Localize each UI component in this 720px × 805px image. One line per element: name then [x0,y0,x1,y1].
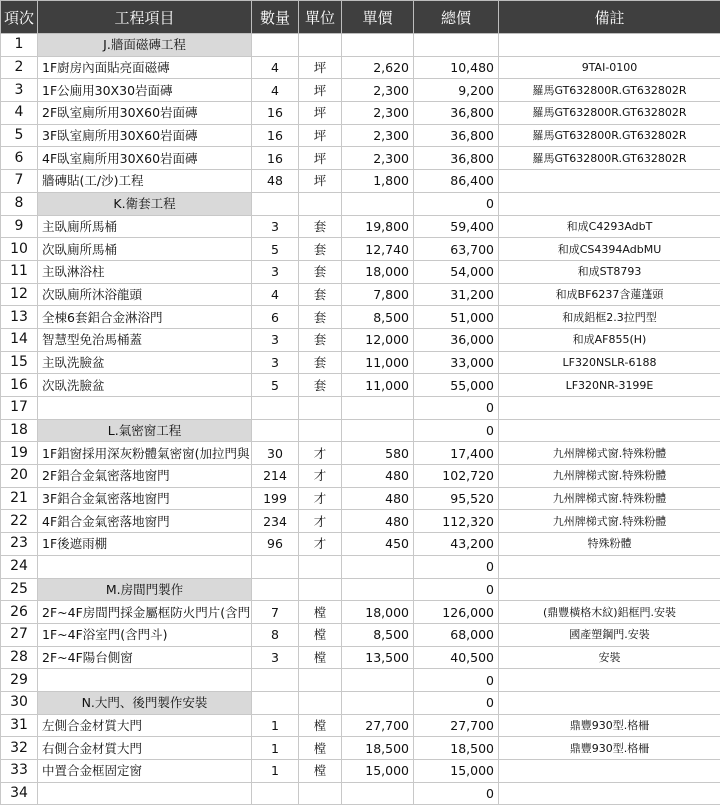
cell-unit-price: 27,700 [342,714,414,737]
cell-unit-price: 2,300 [342,102,414,125]
cell-quantity: 1 [252,737,299,760]
table-row [1,283,720,306]
cell-total-price: 63,700 [414,238,499,261]
cell-unit-price [342,34,414,57]
cell-item-name: 1F公廁用30X30岩面磚 [38,79,252,102]
cell-quantity: 3 [252,351,299,374]
cell-unit: 坪 [299,79,342,102]
table-row [1,737,720,760]
cell-total-price: 86,400 [414,170,499,193]
cell-item-no: 29 [1,669,38,692]
cell-remarks [499,669,720,692]
cell-unit [299,782,342,805]
cell-remarks [499,578,720,601]
cell-remarks [499,34,720,57]
cell-item-name: 3F臥室廁所用30X60岩面磚 [38,124,252,147]
cell-item-no: 20 [1,465,38,488]
cell-item-name: 4F臥室廁所用30X60岩面磚 [38,147,252,170]
cell-unit-price: 1,800 [342,170,414,193]
cell-quantity: 4 [252,56,299,79]
cell-remarks: 9TAI-0100 [499,56,720,79]
cell-item-no: 27 [1,623,38,646]
cell-unit-price: 11,000 [342,374,414,397]
cell-remarks: 九州牌梯式窗.特殊粉體 [499,510,720,533]
cell-unit [299,691,342,714]
cell-remarks: 鼎豐930型.格柵 [499,737,720,760]
cell-unit-price: 18,000 [342,260,414,283]
cell-unit [299,419,342,442]
cell-total-price: 9,200 [414,79,499,102]
table-row [1,533,720,556]
cell-item-no: 19 [1,442,38,465]
cell-unit [299,192,342,215]
cell-item-name: 2F鋁合金氣密落地窗門 [38,465,252,488]
table-row [1,238,720,261]
cell-item-no: 3 [1,79,38,102]
cell-item-name: 4F鋁合金氣密落地窗門 [38,510,252,533]
section-row [1,578,720,601]
cell-quantity: 214 [252,465,299,488]
table-row [1,760,720,783]
section-row [1,691,720,714]
cell-item-no: 7 [1,170,38,193]
cell-item-name: 1F後遮雨棚 [38,533,252,556]
cell-unit-price: 15,000 [342,760,414,783]
cell-quantity: 5 [252,238,299,261]
cell-total-price: 36,000 [414,328,499,351]
table-row [1,646,720,669]
cell-unit-price: 12,740 [342,238,414,261]
cell-total-price: 102,720 [414,465,499,488]
cell-item-no: 18 [1,419,38,442]
cell-unit: 套 [299,238,342,261]
cell-item-no: 25 [1,578,38,601]
table-row [1,328,720,351]
cell-remarks [499,555,720,578]
cell-quantity: 4 [252,79,299,102]
table-row [1,510,720,533]
cell-unit: 套 [299,260,342,283]
cell-item-no: 17 [1,397,38,420]
table-row [1,124,720,147]
cell-item-name [38,397,252,420]
cell-unit: 套 [299,215,342,238]
cell-item-name: 2F臥室廁所用30X60岩面磚 [38,102,252,125]
cell-item-name: 智慧型免治馬桶蓋 [38,328,252,351]
cell-item-name: 次臥洗臉盆 [38,374,252,397]
cell-item-no: 14 [1,328,38,351]
cell-remarks: LF320NSLR-6188 [499,351,720,374]
cell-total-price: 36,800 [414,124,499,147]
cell-quantity: 96 [252,533,299,556]
cell-total-price: 0 [414,397,499,420]
cell-quantity: 48 [252,170,299,193]
cell-item-no: 4 [1,102,38,125]
table-row [1,351,720,374]
table-row [1,669,720,692]
cell-unit: 套 [299,351,342,374]
table-row [1,260,720,283]
cell-unit-price [342,782,414,805]
cell-total-price: 68,000 [414,623,499,646]
cell-total-price: 27,700 [414,714,499,737]
table-row [1,555,720,578]
section-title: N.大門、後門製作安裝 [38,691,252,714]
cell-quantity: 6 [252,306,299,329]
cell-item-no: 24 [1,555,38,578]
cell-remarks: 和成C4293AdbT [499,215,720,238]
section-row [1,34,720,57]
cell-quantity [252,555,299,578]
cell-quantity [252,691,299,714]
cell-unit-price: 13,500 [342,646,414,669]
table-row [1,147,720,170]
table-row [1,56,720,79]
table-row [1,714,720,737]
cell-quantity: 234 [252,510,299,533]
table-row [1,170,720,193]
cell-quantity [252,419,299,442]
cell-item-no: 34 [1,782,38,805]
cell-unit-price [342,192,414,215]
cell-item-name: 2F~4F陽台側窗 [38,646,252,669]
section-title: M.房間門製作 [38,578,252,601]
cell-remarks: 九州牌梯式窗.特殊粉體 [499,442,720,465]
cell-unit: 才 [299,487,342,510]
cell-item-no: 23 [1,533,38,556]
cell-quantity: 199 [252,487,299,510]
cell-remarks: 和成ST8793 [499,260,720,283]
cell-item-name: 2F~4F房間門採金屬框防火門片(含門 [38,601,252,624]
cell-unit: 樘 [299,623,342,646]
cell-remarks: 安裝 [499,646,720,669]
cell-remarks: 羅馬GT632800R.GT632802R [499,79,720,102]
cell-unit: 樘 [299,601,342,624]
cell-remarks [499,397,720,420]
cell-item-no: 21 [1,487,38,510]
header-row [1,1,720,34]
cell-item-name [38,555,252,578]
cell-item-no: 11 [1,260,38,283]
cell-unit: 坪 [299,147,342,170]
cell-quantity [252,578,299,601]
table-row [1,442,720,465]
cell-unit-price: 8,500 [342,623,414,646]
cell-remarks: (鼎豐橫格木紋)鋁框門.安裝 [499,601,720,624]
cell-item-no: 1 [1,34,38,57]
cell-unit [299,397,342,420]
cell-total-price: 17,400 [414,442,499,465]
table-row [1,601,720,624]
cell-unit-price: 580 [342,442,414,465]
cell-item-name: 主臥淋浴柱 [38,260,252,283]
cell-item-name [38,669,252,692]
cell-total-price: 0 [414,578,499,601]
cell-item-no: 28 [1,646,38,669]
cell-item-name: 3F鋁合金氣密落地窗門 [38,487,252,510]
cell-unit-price [342,691,414,714]
cell-unit [299,578,342,601]
cell-remarks [499,782,720,805]
cell-quantity: 1 [252,760,299,783]
section-title: K.衛套工程 [38,192,252,215]
cell-unit: 才 [299,533,342,556]
cell-unit: 坪 [299,124,342,147]
cell-item-no: 12 [1,283,38,306]
cell-unit-price: 19,800 [342,215,414,238]
cell-quantity [252,669,299,692]
cell-remarks [499,760,720,783]
cell-unit: 套 [299,374,342,397]
cell-unit-price [342,419,414,442]
cell-quantity: 7 [252,601,299,624]
cell-item-name: 1F廚房內面貼亮面磁磚 [38,56,252,79]
cell-remarks [499,419,720,442]
cell-total-price: 112,320 [414,510,499,533]
cell-quantity: 16 [252,147,299,170]
cell-remarks: 和成BF6237含蓮蓬頭 [499,283,720,306]
section-title: L.氣密窗工程 [38,419,252,442]
cell-item-no: 13 [1,306,38,329]
table-row [1,79,720,102]
cell-unit: 套 [299,306,342,329]
cell-item-no: 5 [1,124,38,147]
cell-remarks: 特殊粉體 [499,533,720,556]
cell-remarks: 羅馬GT632800R.GT632802R [499,147,720,170]
cell-total-price: 55,000 [414,374,499,397]
cell-item-name: 中置合金框固定窗 [38,760,252,783]
cell-item-name: 全棟6套鋁合金淋浴門 [38,306,252,329]
cell-item-no: 26 [1,601,38,624]
cell-item-no: 30 [1,691,38,714]
cell-unit-price: 18,500 [342,737,414,760]
cell-remarks [499,192,720,215]
header-unit-price: 單價 [342,1,414,34]
section-row [1,192,720,215]
cell-unit: 才 [299,442,342,465]
cell-unit-price: 18,000 [342,601,414,624]
header-quantity: 數量 [252,1,299,34]
cell-total-price: 33,000 [414,351,499,374]
cell-total-price: 95,520 [414,487,499,510]
cell-item-name: 牆磚貼(工/沙)工程 [38,170,252,193]
header-unit: 單位 [299,1,342,34]
cell-remarks: 鼎豐930型.格柵 [499,714,720,737]
cell-unit [299,34,342,57]
cell-remarks: 羅馬GT632800R.GT632802R [499,102,720,125]
cell-quantity: 8 [252,623,299,646]
cell-total-price: 0 [414,555,499,578]
cell-item-name: 1F鋁窗採用深灰粉體氣密窗(加拉門與 [38,442,252,465]
cell-remarks: 九州牌梯式窗.特殊粉體 [499,465,720,488]
cell-unit-price: 2,620 [342,56,414,79]
cell-total-price: 40,500 [414,646,499,669]
cell-quantity: 5 [252,374,299,397]
cell-item-no: 9 [1,215,38,238]
cell-quantity [252,782,299,805]
cell-total-price: 59,400 [414,215,499,238]
table-row [1,487,720,510]
cell-quantity [252,397,299,420]
cell-remarks: LF320NR-3199E [499,374,720,397]
cell-unit-price [342,397,414,420]
header-item-name: 工程項目 [38,1,252,34]
cell-item-no: 8 [1,192,38,215]
cell-total-price: 51,000 [414,306,499,329]
cell-total-price [414,34,499,57]
cell-total-price: 36,800 [414,147,499,170]
cell-item-no: 32 [1,737,38,760]
table-row [1,465,720,488]
cell-item-name: 次臥廁所沐浴龍頭 [38,283,252,306]
section-title: J.牆面磁磚工程 [38,34,252,57]
cell-total-price: 0 [414,192,499,215]
cell-unit: 樘 [299,737,342,760]
cell-quantity: 16 [252,102,299,125]
cell-unit: 才 [299,510,342,533]
header-item-no: 項次 [1,1,38,34]
cell-item-no: 16 [1,374,38,397]
cell-total-price: 10,480 [414,56,499,79]
cell-unit: 坪 [299,170,342,193]
cell-remarks: 和成CS4394AdbMU [499,238,720,261]
cell-total-price: 126,000 [414,601,499,624]
cell-item-name: 主臥廁所馬桶 [38,215,252,238]
cell-quantity: 3 [252,260,299,283]
cell-total-price: 54,000 [414,260,499,283]
cell-unit-price [342,555,414,578]
cell-unit-price: 11,000 [342,351,414,374]
cell-remarks: 和成AF855(H) [499,328,720,351]
header-remarks: 備註 [499,1,720,34]
cell-quantity: 16 [252,124,299,147]
cell-quantity [252,192,299,215]
cell-quantity: 30 [252,442,299,465]
cell-unit-price: 480 [342,465,414,488]
cell-remarks: 和成鋁框2.3拉門型 [499,306,720,329]
cell-remarks: 九州牌梯式窗.特殊粉體 [499,487,720,510]
cell-total-price: 43,200 [414,533,499,556]
cell-item-name [38,782,252,805]
cell-item-no: 10 [1,238,38,261]
cell-unit [299,669,342,692]
cell-unit-price: 480 [342,487,414,510]
cell-total-price: 31,200 [414,283,499,306]
cell-total-price: 0 [414,669,499,692]
cell-item-no: 31 [1,714,38,737]
cell-quantity: 3 [252,328,299,351]
cell-unit: 才 [299,465,342,488]
cell-total-price: 0 [414,419,499,442]
cell-unit-price: 2,300 [342,79,414,102]
cell-total-price: 0 [414,782,499,805]
table-row [1,215,720,238]
cell-total-price: 36,800 [414,102,499,125]
table-row [1,782,720,805]
section-row [1,419,720,442]
cell-unit-price: 2,300 [342,147,414,170]
table-row [1,397,720,420]
header-total-price: 總價 [414,1,499,34]
cell-quantity [252,34,299,57]
cell-total-price: 18,500 [414,737,499,760]
cell-unit-price: 8,500 [342,306,414,329]
cell-unit-price [342,578,414,601]
cell-item-name: 1F~4F浴室門(含門斗) [38,623,252,646]
cell-item-no: 33 [1,760,38,783]
table-row [1,623,720,646]
cell-quantity: 1 [252,714,299,737]
cell-unit: 坪 [299,56,342,79]
cell-item-no: 2 [1,56,38,79]
table-row [1,102,720,125]
cell-unit-price: 7,800 [342,283,414,306]
cell-item-no: 6 [1,147,38,170]
cell-quantity: 3 [252,215,299,238]
cell-item-name: 主臥洗臉盆 [38,351,252,374]
cell-unit-price: 12,000 [342,328,414,351]
cell-unit: 樘 [299,760,342,783]
cell-unit-price: 450 [342,533,414,556]
cell-remarks [499,170,720,193]
cell-quantity: 4 [252,283,299,306]
cell-total-price: 15,000 [414,760,499,783]
cell-total-price: 0 [414,691,499,714]
cell-remarks [499,691,720,714]
cell-item-name: 次臥廁所馬桶 [38,238,252,261]
cell-unit-price: 480 [342,510,414,533]
cell-item-no: 15 [1,351,38,374]
table-row [1,306,720,329]
cell-unit-price: 2,300 [342,124,414,147]
cell-remarks: 羅馬GT632800R.GT632802R [499,124,720,147]
cell-item-name: 右側合金材質大門 [38,737,252,760]
cell-unit [299,555,342,578]
cell-unit: 套 [299,328,342,351]
table-row [1,374,720,397]
cell-unit-price [342,669,414,692]
cell-unit: 樘 [299,714,342,737]
cell-remarks: 國產塑鋼門.安裝 [499,623,720,646]
cell-item-name: 左側合金材質大門 [38,714,252,737]
cell-unit: 套 [299,283,342,306]
cell-unit: 樘 [299,646,342,669]
cell-quantity: 3 [252,646,299,669]
cell-item-no: 22 [1,510,38,533]
cell-unit: 坪 [299,102,342,125]
